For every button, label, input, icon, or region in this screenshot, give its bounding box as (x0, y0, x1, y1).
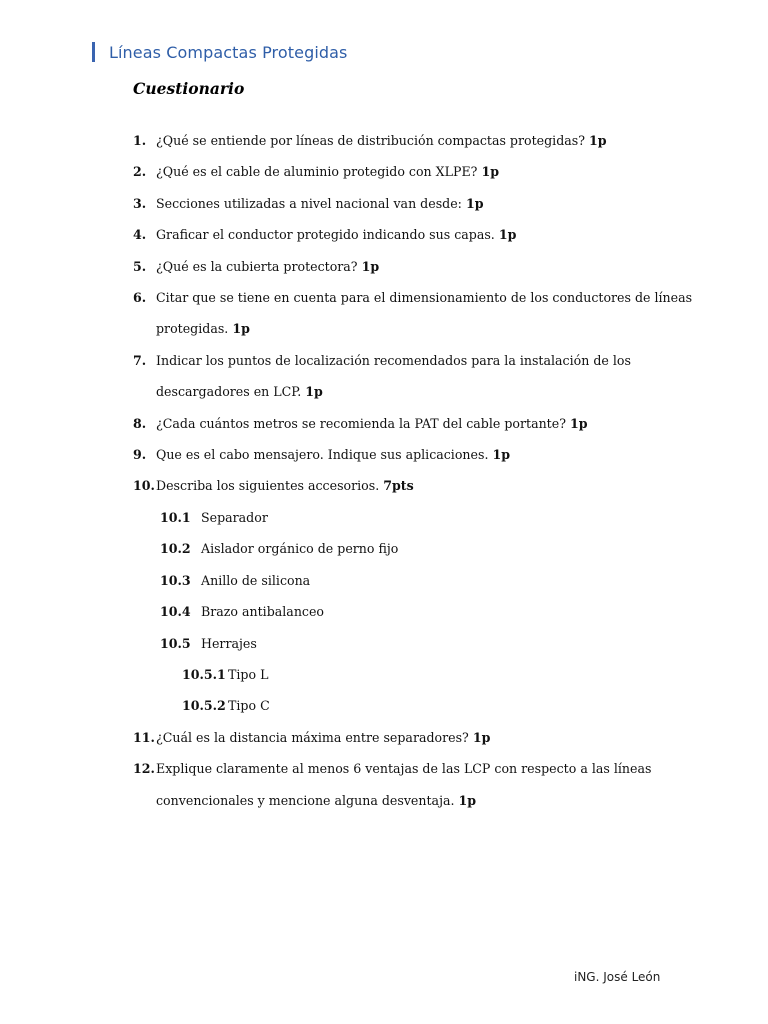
footer-author: iNG. José León (574, 970, 661, 984)
subitem-text: Aislador orgánico de perno fijo (201, 541, 399, 557)
question-number: 2. (133, 164, 147, 180)
subitem-number: 10.4 (160, 604, 191, 620)
question-text: Secciones utilizadas a nivel nacional van desde: 1p (156, 195, 484, 211)
question-number: 8. (133, 415, 147, 431)
subsubitem-number: 10.5.2 (182, 698, 226, 714)
question-points: 1p (305, 384, 323, 400)
header-title: Líneas Compactas Protegidas (109, 42, 348, 62)
subsubitem-number: 10.5.1 (182, 666, 226, 682)
question-text: ¿Qué es el cable de aluminio protegido con XLPE? 1p (156, 164, 500, 180)
subitem-number: 10.5 (160, 635, 191, 651)
subitem-text: Separador (201, 509, 268, 525)
subitem (133, 628, 693, 659)
question-points: 7pts (383, 478, 414, 494)
subitem (133, 502, 693, 533)
question-text: Citar que se tiene en cuenta para el dimensionamiento de los conductores de líneas protegidas. 1p (156, 290, 693, 337)
subitem (133, 596, 693, 627)
subitem-number: 10.3 (160, 572, 191, 588)
subsubitem (133, 659, 693, 690)
question-item (133, 439, 693, 470)
question-item (133, 188, 693, 219)
question-number: 5. (133, 258, 147, 274)
question-text: Indicar los puntos de localización recomendados para la instalación de los descargadores en LCP. 1p (156, 352, 631, 400)
section-title: Cuestionario (133, 79, 245, 98)
question-number: 10. (133, 478, 155, 494)
page-header (92, 41, 347, 63)
subitem-number: 10.2 (160, 541, 191, 557)
question-points: 1p (361, 258, 380, 274)
subsubitem (133, 690, 693, 721)
question-number: 9. (133, 447, 147, 463)
subsubitem-text: Tipo C (228, 698, 270, 714)
question-points: 1p (492, 447, 511, 463)
subitem (133, 565, 693, 596)
question-list (133, 125, 693, 816)
subsubitem-text: Tipo L (228, 666, 269, 682)
question-text: ¿Cuál es la distancia máxima entre separadores? 1p (156, 729, 491, 745)
question-item (133, 408, 693, 439)
question-points: 1p (472, 729, 491, 745)
question-text: Que es el cabo mensajero. Indique sus aplicaciones. 1p (156, 447, 511, 463)
question-text: ¿Qué se entiende por líneas de distribución compactas protegidas? 1p (156, 133, 607, 148)
question-points: 1p (569, 415, 588, 431)
question-number: 3. (133, 195, 147, 211)
question-text: Describa los siguientes accesorios. 7pts (156, 478, 414, 494)
question-number: 6. (133, 290, 147, 306)
subitem-text: Brazo antibalanceo (201, 604, 325, 620)
question-points: 1p (498, 227, 517, 243)
question-text: Graficar el conductor protegido indicando sus capas. 1p (156, 227, 517, 243)
question-item (133, 282, 693, 345)
question-number: 1. (133, 133, 147, 148)
question-points: 1p (465, 195, 484, 211)
question-points: 1p (458, 792, 477, 808)
question-number: 7. (133, 352, 147, 368)
question-text: ¿Qué es la cubierta protectora? 1p (156, 258, 380, 274)
question-item (133, 156, 693, 187)
question-points: 1p (589, 133, 607, 148)
subitem-text: Anillo de silicona (201, 572, 311, 588)
question-item (133, 219, 693, 250)
question-number: 11. (133, 729, 155, 745)
question-item (133, 753, 693, 816)
question-item (133, 125, 693, 156)
question-text: ¿Cada cuántos metros se recomienda la PAT del cable portante? 1p (156, 415, 588, 431)
question-points: 1p (481, 164, 500, 180)
question-item (133, 470, 693, 501)
question-number: 4. (133, 227, 147, 243)
question-number: 12. (133, 761, 155, 777)
question-item (133, 251, 693, 282)
question-text: Explique claramente al menos 6 ventajas de las LCP con respecto a las líneas convencionales y mencione alguna desventaja. 1p (156, 761, 652, 808)
subitem-number: 10.1 (160, 509, 191, 525)
header-accent-bar (92, 42, 95, 62)
question-points: 1p (232, 321, 250, 337)
subitem-text: Herrajes (201, 635, 257, 651)
question-item (133, 722, 693, 753)
subitem (133, 533, 693, 564)
question-item (133, 345, 693, 408)
